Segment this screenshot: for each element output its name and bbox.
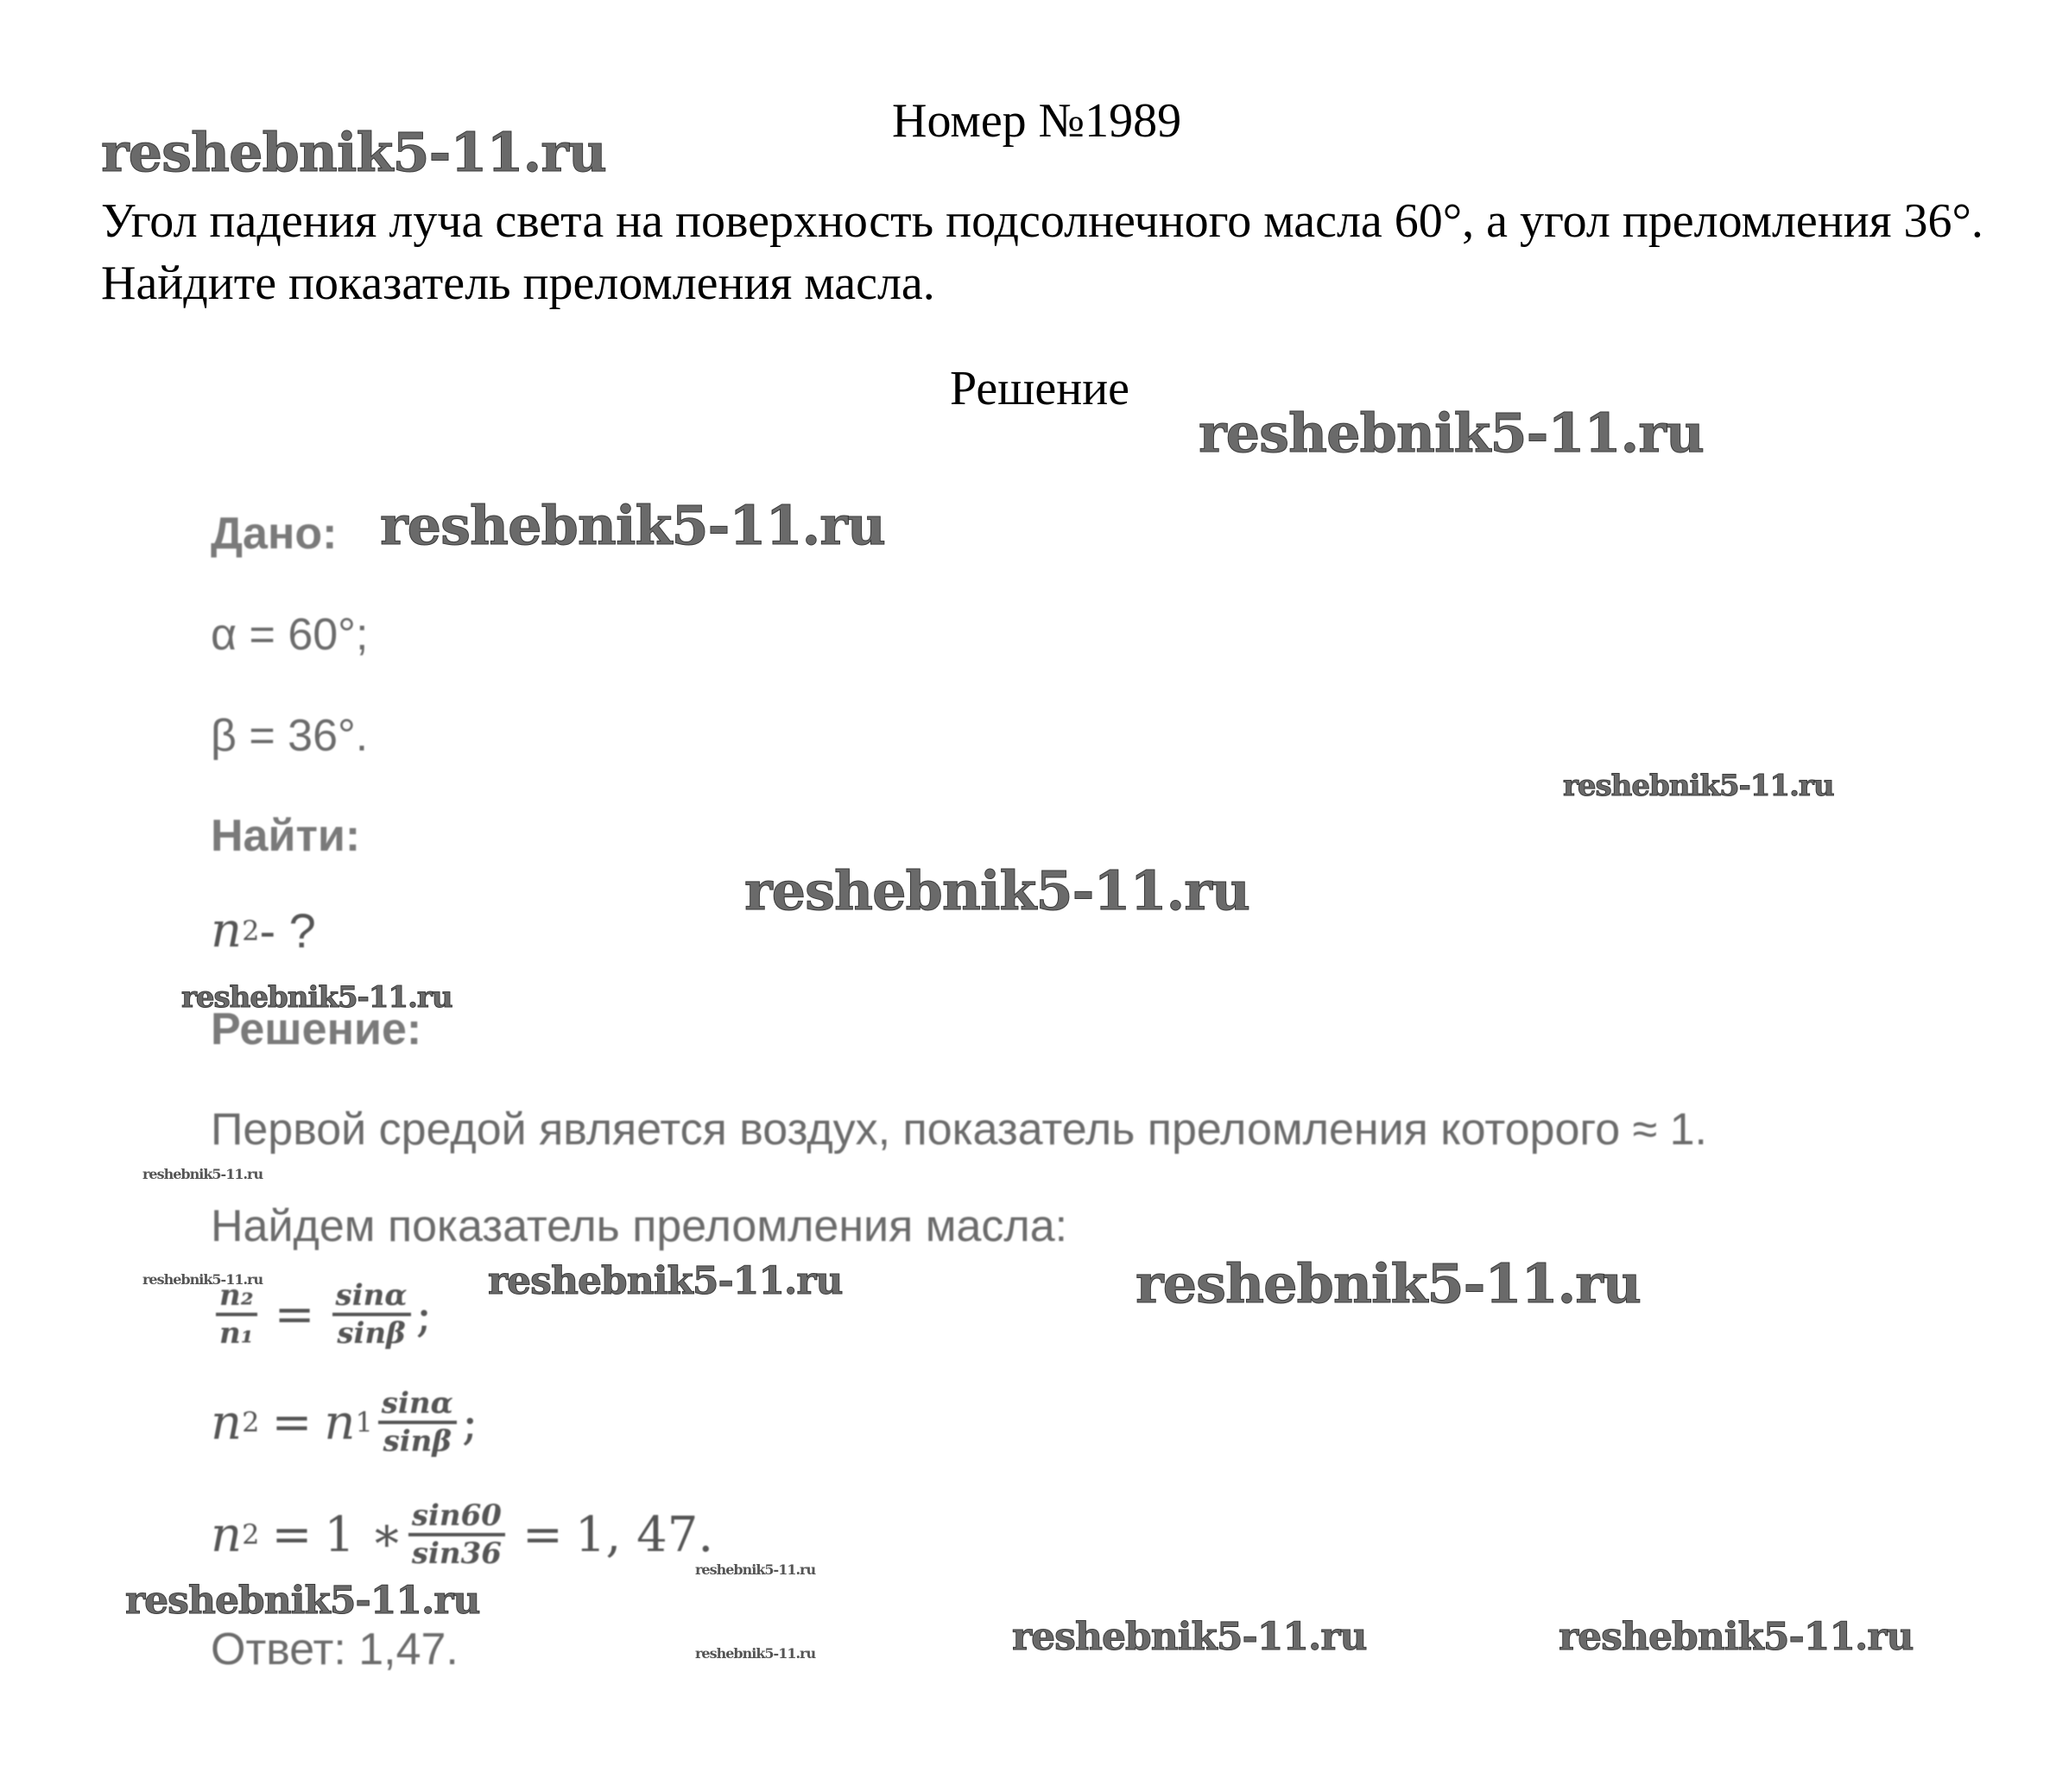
find-var: n — [211, 902, 243, 959]
watermark: reshebnik5-11.ru — [695, 1645, 816, 1662]
solution-heading: Решение — [950, 362, 1130, 415]
watermark: reshebnik5-11.ru — [695, 1561, 816, 1578]
answer: Ответ: 1,47. — [211, 1624, 459, 1675]
solution-text-1: Первой средой является воздух, показатель преломления которого ≈ 1. — [211, 1105, 1707, 1155]
watermark: reshebnik5-11.ru — [125, 1579, 480, 1623]
watermark: reshebnik5-11.ru — [101, 121, 606, 184]
watermark: reshebnik5-11.ru — [380, 494, 885, 557]
eq2-lhs-var: n — [211, 1394, 243, 1451]
given-label: Дано: — [211, 509, 338, 559]
eq1-left-fraction — [216, 1278, 257, 1351]
eq2-end: ; — [461, 1394, 478, 1451]
given-alpha: α = 60°; — [211, 610, 369, 660]
find-unknown — [211, 902, 316, 959]
watermark: reshebnik5-11.ru — [488, 1259, 843, 1303]
eq2-rhs-sub: 1 — [355, 1406, 373, 1439]
eq2-frac-num: sinα — [381, 1386, 453, 1421]
eq3-result: 1, 47. — [574, 1506, 714, 1563]
watermark: reshebnik5-11.ru — [1563, 769, 1834, 803]
eq2-equals: = — [271, 1394, 313, 1451]
page-title: Номер №1989 — [892, 94, 1182, 148]
eq1-end: ; — [415, 1286, 433, 1343]
find-label: Найти: — [211, 811, 361, 861]
watermark: reshebnik5-11.ru — [1559, 1615, 1914, 1659]
eq3-frac-den: sin36 — [411, 1536, 502, 1571]
find-rest: - ? — [259, 903, 316, 958]
eq3-lhs-var: n — [211, 1506, 243, 1563]
eq1-equals: = — [274, 1286, 315, 1343]
eq3-frac-num: sin60 — [411, 1498, 502, 1533]
watermark: reshebnik5-11.ru — [1012, 1615, 1367, 1659]
eq1-right-fraction — [332, 1278, 411, 1351]
eq1-right-den: sinβ — [337, 1316, 406, 1351]
eq2-lhs-sub: 2 — [242, 1406, 260, 1439]
watermark: reshebnik5-11.ru — [181, 980, 452, 1015]
eq2-rhs-var: n — [324, 1394, 356, 1451]
eq3-mult: 1 ∗ — [324, 1506, 403, 1563]
problem-statement: Угол падения луча света на поверхность подсолнечного масла 60°, а угол преломления 36°. Найдите показатель преломления масла. — [101, 194, 1983, 310]
solution-text-2: Найдем показатель преломления масла: — [211, 1201, 1068, 1251]
eq3-fraction — [408, 1498, 505, 1571]
equation-2 — [211, 1386, 478, 1459]
eq3-lhs-sub: 2 — [242, 1518, 260, 1551]
find-sub: 2 — [242, 914, 260, 947]
given-beta: β = 36°. — [211, 711, 369, 761]
eq1-left-num: n₂ — [219, 1278, 254, 1313]
watermark: reshebnik5-11.ru — [744, 859, 1249, 922]
watermark: reshebnik5-11.ru — [142, 1166, 263, 1182]
eq1-right-num: sinα — [335, 1278, 408, 1313]
eq1-left-den: n₁ — [219, 1316, 254, 1351]
eq2-fraction — [378, 1386, 457, 1459]
eq3-equals: = — [271, 1506, 313, 1563]
watermark: reshebnik5-11.ru — [1199, 402, 1704, 465]
equation-1 — [211, 1278, 432, 1351]
equation-3 — [211, 1498, 713, 1571]
watermark: reshebnik5-11.ru — [142, 1271, 263, 1288]
eq3-equals-2: = — [522, 1506, 563, 1563]
eq2-frac-den: sinβ — [383, 1424, 452, 1459]
watermark: reshebnik5-11.ru — [1136, 1252, 1641, 1315]
solution-label: Решение: — [211, 1004, 422, 1054]
